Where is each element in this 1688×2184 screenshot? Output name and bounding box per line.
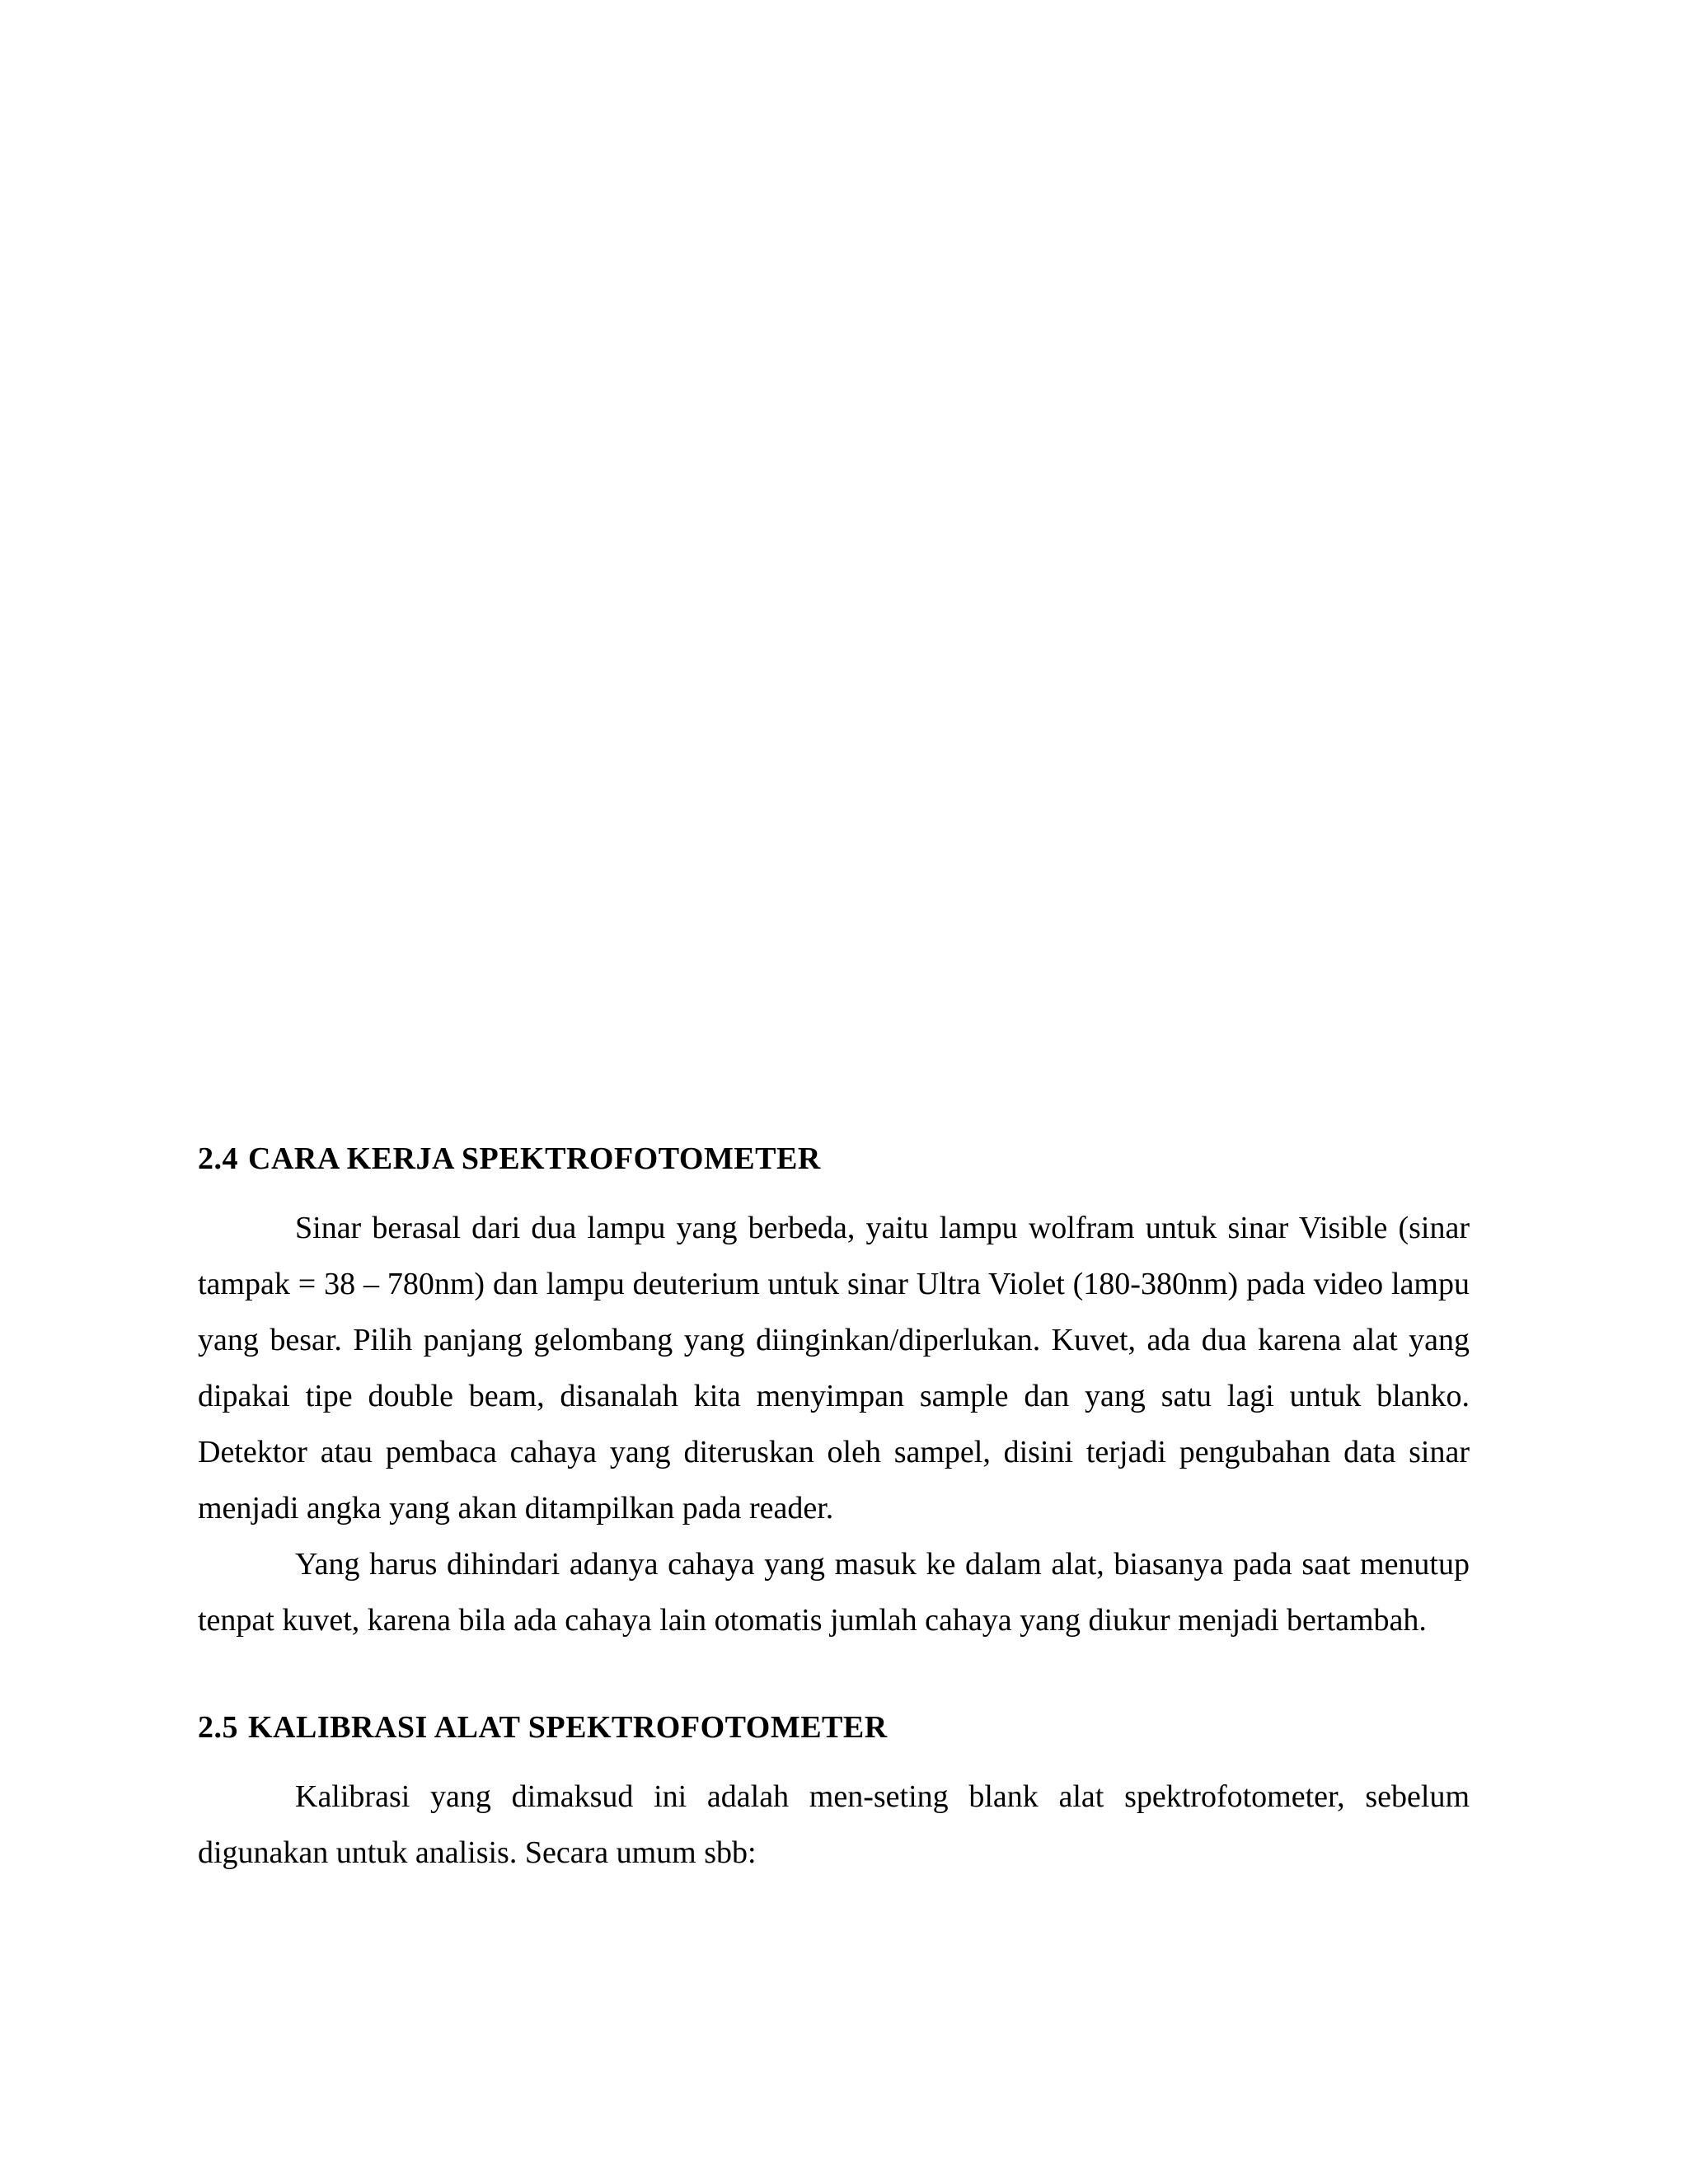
section-title: CARA KERJA SPEKTROFOTOMETER bbox=[248, 1141, 821, 1176]
paragraph: Yang harus dihindari adanya cahaya yang masuk ke dalam alat, biasanya pada saat menutup tenpat kuvet, karena bila ada cahaya lain otomatis jumlah cahaya yang diukur menjadi bertambah. bbox=[198, 1547, 1470, 1638]
section-heading bbox=[198, 1137, 1470, 1180]
page-content bbox=[198, 1137, 1470, 1881]
section-title: KALIBRASI ALAT SPEKTROFOTOMETER bbox=[248, 1710, 888, 1745]
section-number: 2.5 bbox=[198, 1710, 238, 1745]
section-cara-kerja bbox=[198, 1137, 1470, 1648]
paragraph: Kalibrasi yang dimaksud ini adalah men-seting blank alat spektrofotometer, sebelum digunakan untuk analisis. Secara umum sbb: bbox=[198, 1779, 1470, 1870]
paragraph: Sinar berasal dari dua lampu yang berbeda, yaitu lampu wolfram untuk sinar Visible (sinar tampak = 38 – 780nm) dan lampu deuterium untuk sinar Ultra Violet (180-380nm) pada video lampu yang besar. Pilih panjang gelombang yang diinginkan/diperlukan. Kuvet, ada dua karena alat yang dipakai tipe double beam, disanalah kita menyimpan sample dan yang satu lagi untuk blanko. Detektor atau pembaca cahaya yang diteruskan oleh sampel, disini terjadi pengubahan data sinar menjadi angka yang akan ditampilkan pada reader. bbox=[198, 1211, 1470, 1526]
section-number: 2.4 bbox=[198, 1141, 238, 1176]
section-kalibrasi bbox=[198, 1706, 1470, 1881]
section-heading bbox=[198, 1706, 1470, 1749]
